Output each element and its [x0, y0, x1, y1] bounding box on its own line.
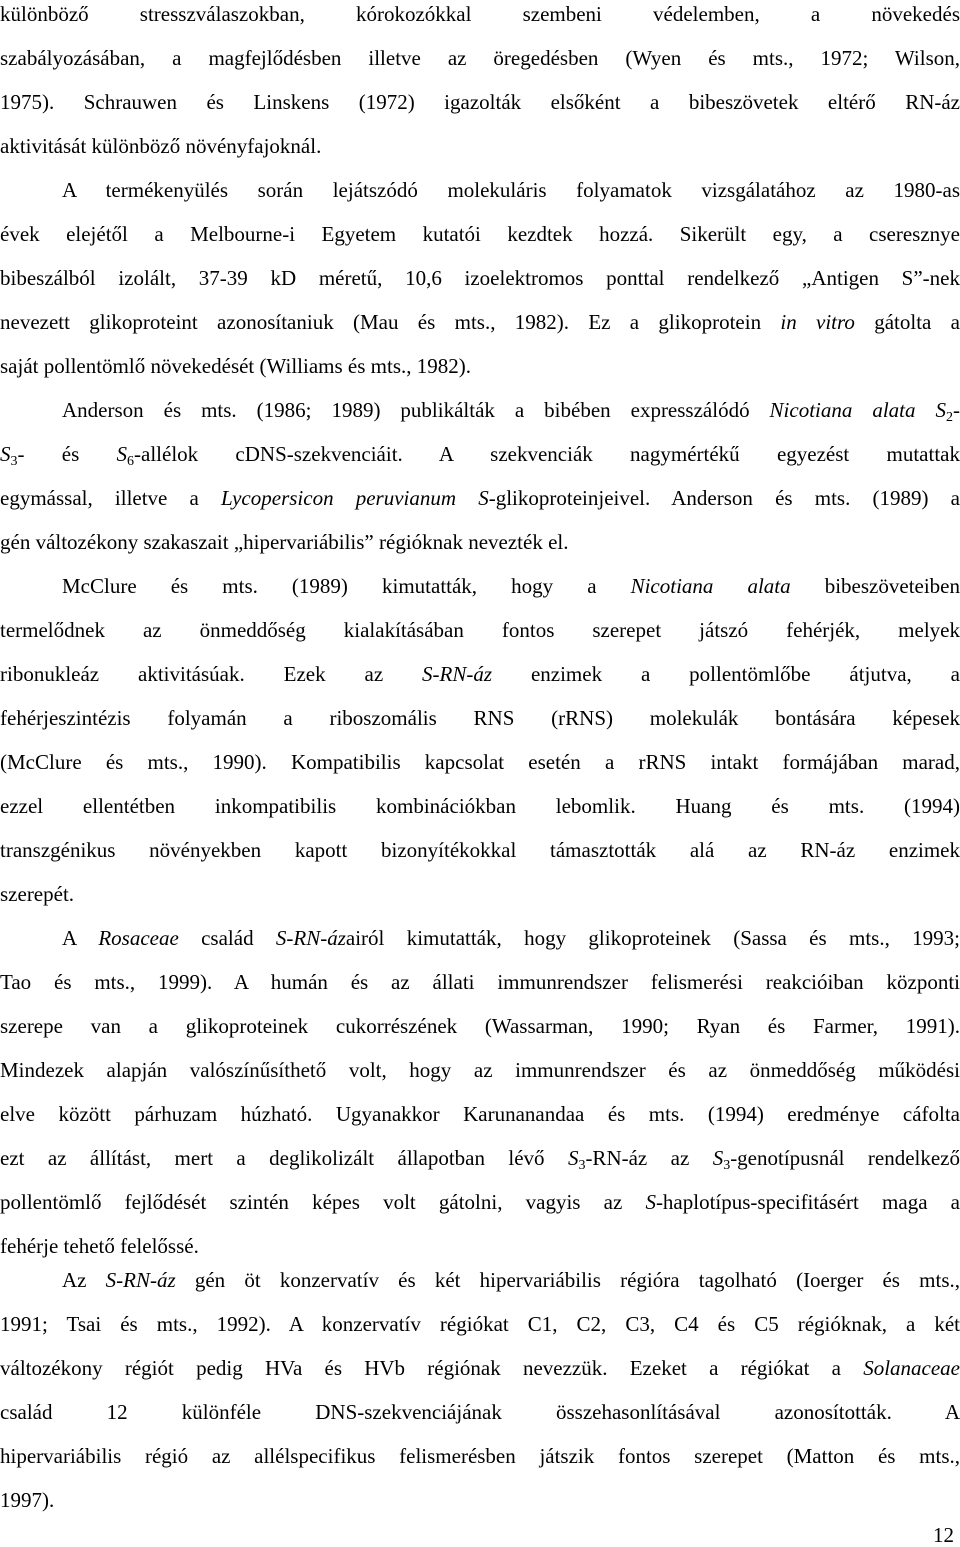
text-line: gén változékony szakaszait „hipervariábilis” régióknak nevezték el.	[0, 530, 569, 554]
text-line: szerepét.	[0, 882, 75, 906]
text-line: pollentömlő fejlődését szintén képes volt gátolni, vagyis az S-haplotípus-specifitásért maga a	[0, 1190, 960, 1214]
text-line: Anderson és mts. (1986; 1989) publikálták a bibében expresszálódó Nicotiana alata $S_2-$	[62, 398, 960, 425]
text-line: McClure és mts. (1989) kimutatták, hogy a Nicotiana alata bibeszöveteiben	[62, 574, 960, 598]
text-line: egymással, illetve a Lycopersicon peruvianum S-glikoproteinjeivel. Anderson és mts. (1989) a	[0, 486, 960, 510]
page-number: 12	[933, 1523, 954, 1547]
text-line: Az S-RN-áz gén öt konzervatív és két hipervariábilis régióra tagolható (Ioerger és mts.,	[62, 1268, 960, 1292]
text-line: változékony régiót pedig HVa és HVb régiónak nevezzük. Ezeket a régiókat a Solanaceae	[0, 1356, 960, 1380]
text-line: család 12 különféle DNS-szekvenciájának összehasonlításával azonosították. A	[0, 1400, 960, 1424]
text-line: saját pollentömlő növekedését (Williams és mts., 1982).	[0, 354, 471, 378]
paragraph-4	[0, 564, 960, 916]
text-line: Tao és mts., 1999). A humán és az állati immunrendszer felismerési reakcióiban központi	[0, 970, 960, 994]
paragraph-5	[0, 916, 960, 1268]
text-line: 1991; Tsai és mts., 1992). A konzervatív régiókat C1, C2, C3, C4 és C5 régióknak, a két	[0, 1312, 960, 1336]
text-line: hipervariábilis régió az allélspecifikus felismerésben játszik fontos szerepet (Matton és mts.,	[0, 1444, 960, 1468]
text-line: fehérje tehető felelőssé.	[0, 1234, 199, 1258]
text-line: szerepe van a glikoproteinek cukorrészének (Wassarman, 1990; Ryan és Farmer, 1991).	[0, 1014, 960, 1038]
paragraph-1	[0, 0, 960, 168]
text-line: különböző stresszválaszokban, kórokozókkal szembeni védelemben, a növekedés	[0, 2, 960, 26]
text-line: elve között párhuzam húzható. Ugyanakkor Karunanandaa és mts. (1994) eredménye cáfolta	[0, 1102, 960, 1126]
paragraph-2	[0, 168, 960, 388]
text-line: nevezett glikoproteint azonosítaniuk (Mau és mts., 1982). Ez a glikoprotein in vitro gátolta a	[0, 310, 960, 334]
text-line: termelődnek az önmeddőség kialakításában fontos szerepet játszó fehérjék, melyek	[0, 618, 960, 642]
paragraph-6	[0, 1258, 960, 1522]
text-line: szabályozásában, a magfejlődésben illetve az öregedésben (Wyen és mts., 1972; Wilson,	[0, 46, 960, 70]
text-line: ribonukleáz aktivitásúak. Ezek az S-RN-áz enzimek a pollentömlőbe átjutva, a	[0, 662, 960, 686]
text-line: bibeszálból izolált, 37-39 kD méretű, 10,6 izoelektromos ponttal rendelkező „Antigen S”-nek	[0, 266, 960, 290]
text-line: (McClure és mts., 1990). Kompatibilis kapcsolat esetén a rRNS intakt formájában marad,	[0, 750, 960, 774]
text-line: 1997).	[0, 1488, 55, 1512]
text-line: A Rosaceae család S-RN-ázairól kimutatták, hogy glikoproteinek (Sassa és mts., 1993;	[62, 926, 960, 950]
text-line: ezt az állítást, mert a deglikolizált állapotban lévő $S_3-RN-áz$ az $S_3$-genotípusnál rendelkező	[0, 1146, 960, 1173]
text-line: $S_3-$ és $S_6$-allélok cDNS-szekvenciáit. A szekvenciák nagymértékű egyezést mutattak	[0, 442, 960, 469]
text-line: 1975). Schrauwen és Linskens (1972) igazolták elsőként a bibeszövetek eltérő RN-áz	[0, 90, 960, 114]
text-line: ezzel ellentétben inkompatibilis kombinációkban lebomlik. Huang és mts. (1994)	[0, 794, 960, 818]
text-line: évek elejétől a Melbourne-i Egyetem kutatói kezdtek hozzá. Sikerült egy, a cseresznye	[0, 222, 960, 246]
text-line: A termékenyülés során lejátszódó molekuláris folyamatok vizsgálatához az 1980-as	[62, 178, 960, 202]
text-line: fehérjeszintézis folyamán a riboszomális RNS (rRNS) molekulák bontására képesek	[0, 706, 960, 730]
paragraph-3	[0, 388, 960, 564]
text-line: transzgénikus növényekben kapott bizonyítékokkal támasztották alá az RN-áz enzimek	[0, 838, 960, 862]
text-line: aktivitását különböző növényfajoknál.	[0, 134, 322, 158]
text-line: Mindezek alapján valószínűsíthető volt, hogy az immunrendszer és az önmeddőség működési	[0, 1058, 960, 1082]
